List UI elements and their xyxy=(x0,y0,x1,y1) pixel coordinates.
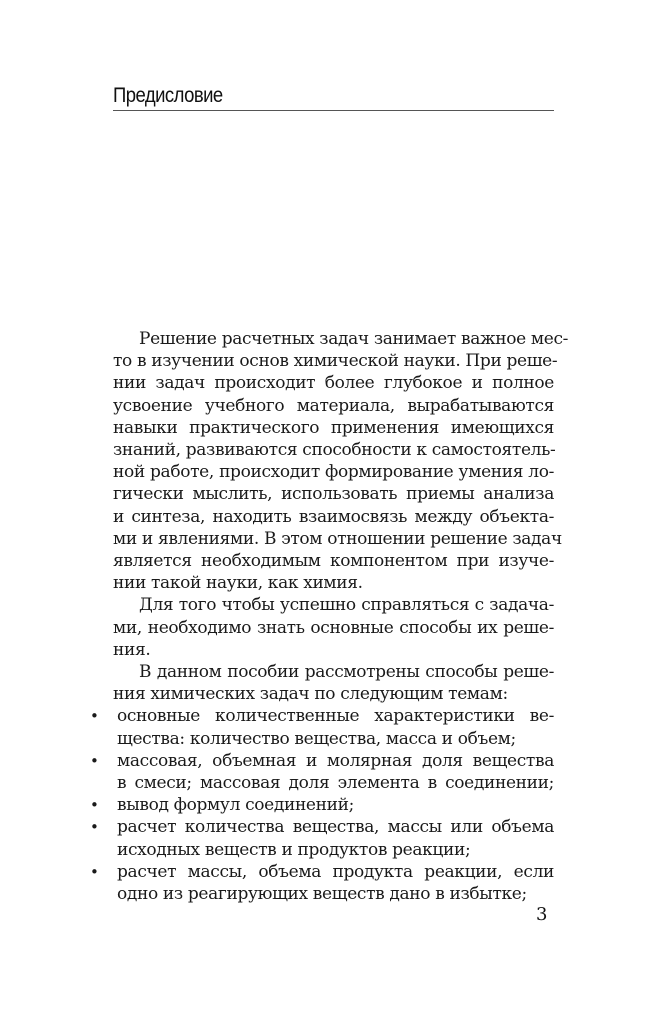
text-line: ной работе, происходит формирование умения ло- xyxy=(113,462,554,483)
list-item xyxy=(90,861,554,905)
list-item xyxy=(90,794,554,816)
bullet-icon: • xyxy=(90,796,99,815)
text-line: знаний, развиваются способности к самостоятель- xyxy=(113,440,556,461)
text-line: ния. xyxy=(113,639,151,660)
text-line: вывод формул соединений; xyxy=(117,795,354,816)
text-line: то в изучении основ химической науки. При реше- xyxy=(113,351,558,372)
text-line: ми и явлениями. В этом отношении решение задач xyxy=(113,528,562,549)
paragraph-1 xyxy=(113,328,569,594)
text-line: расчет количества вещества, массы или объема xyxy=(117,817,554,838)
bullet-icon: • xyxy=(90,751,99,770)
bullet-icon: • xyxy=(90,818,99,837)
bullet-icon: • xyxy=(90,707,99,726)
text-line: Для того чтобы успешно справляться с задача- xyxy=(139,595,554,616)
list-item xyxy=(90,705,554,749)
running-title: Предисловие xyxy=(113,84,223,107)
text-line: одно из реагирующих веществ дано в избытке; xyxy=(117,884,527,905)
text-line: навыки практического применения имеющихся xyxy=(113,417,554,438)
text-line: основные количественные характеристики ве- xyxy=(117,706,554,727)
list-item xyxy=(90,816,554,860)
text-line: Решение расчетных задач занимает важное мес- xyxy=(139,329,569,349)
text-line: усвоение учебного материала, вырабатываются xyxy=(113,395,554,416)
text-line: исходных веществ и продуктов реакции; xyxy=(117,839,471,860)
body-text xyxy=(90,328,569,905)
text-line: ния химических задач по следующим темам: xyxy=(113,684,508,705)
paragraph-3 xyxy=(113,661,554,705)
text-line: в смеси; массовая доля элемента в соединении; xyxy=(117,773,554,794)
topic-list xyxy=(90,705,554,905)
text-line: расчет массы, объема продукта реакции, если xyxy=(117,861,554,882)
text-line: гически мыслить, использовать приемы анализа xyxy=(113,484,554,505)
text-line: щества: количество вещества, масса и объем; xyxy=(117,728,516,749)
text-line: В данном пособии рассмотрены способы реше- xyxy=(139,662,554,683)
page-number: 3 xyxy=(536,904,548,925)
text-line: и синтеза, находить взаимосвязь между объекта- xyxy=(113,506,554,527)
bullet-icon: • xyxy=(90,862,99,881)
header-rule xyxy=(113,110,554,111)
text-line: является необходимым компонентом при изуче- xyxy=(113,551,554,572)
text-line: массовая, объемная и молярная доля вещества xyxy=(117,750,554,771)
text-line: нии такой науки, как химия. xyxy=(113,573,363,594)
text-line: нии задач происходит более глубокое и полное xyxy=(113,373,554,394)
text-line: ми, необходимо знать основные способы их реше- xyxy=(113,617,554,638)
paragraph-2 xyxy=(113,594,554,661)
list-item xyxy=(90,750,554,794)
